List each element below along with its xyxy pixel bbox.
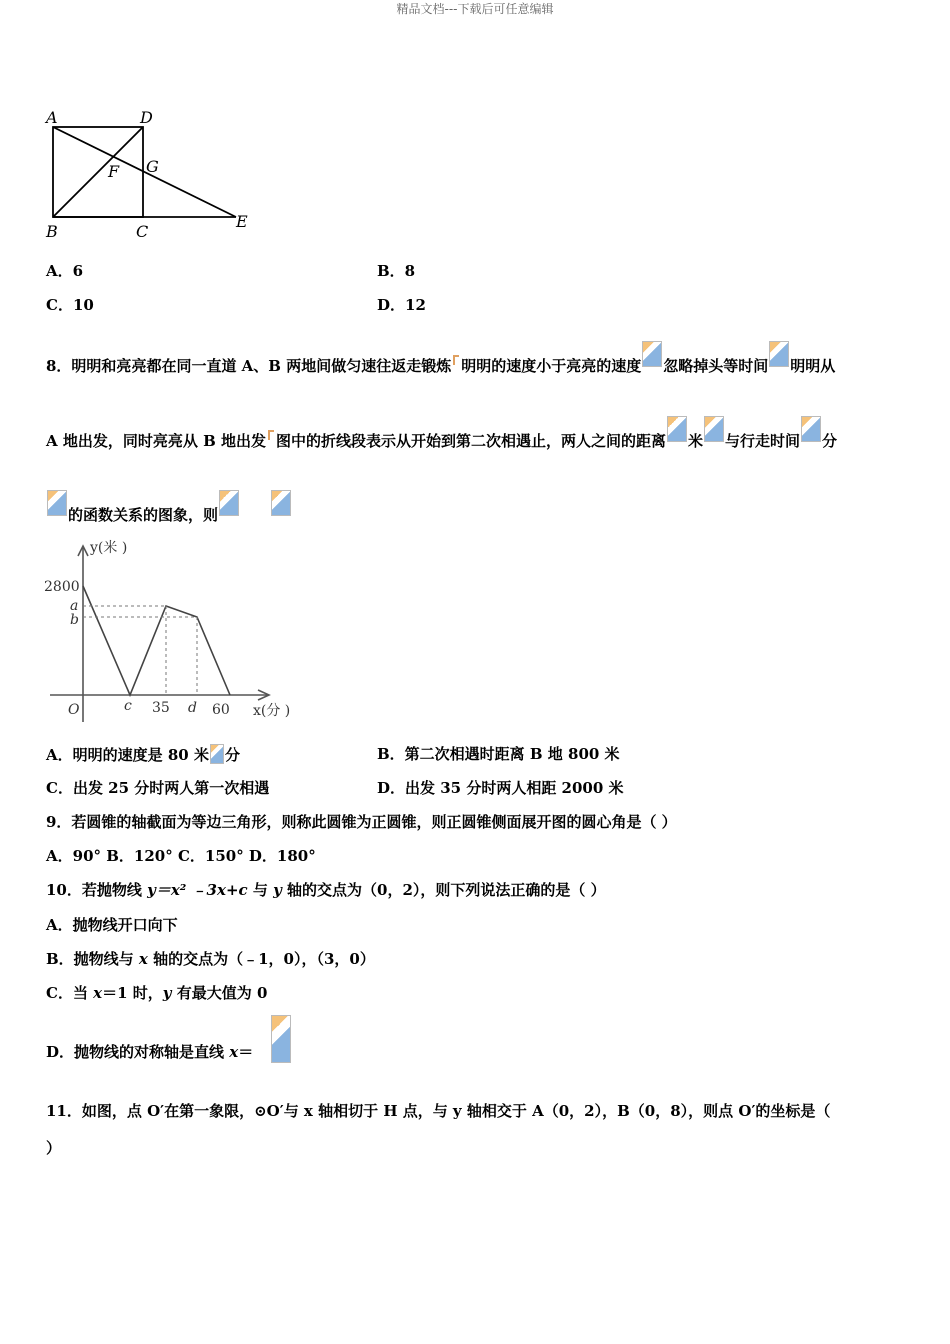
broken-image-icon <box>667 416 687 442</box>
q10-stem-c: 与 <box>247 881 274 899</box>
label-c: C <box>136 222 149 241</box>
tick-d: d <box>188 700 197 716</box>
broken-image-icon <box>271 490 291 516</box>
q8-option-c: C．出发 25 分时两人第一次相遇 <box>46 779 270 797</box>
label-g: G <box>146 157 159 176</box>
tick-a: a <box>70 598 79 614</box>
q10-equation: y＝x² ﹣3x+c <box>147 881 248 899</box>
broken-image-icon <box>642 341 662 367</box>
broken-image-icon <box>268 430 274 440</box>
q10-option-c <box>46 983 267 1003</box>
diagonal-bd <box>53 127 143 217</box>
q8-option-a-text: A．明明的速度是 80 米 <box>46 746 209 764</box>
tick-c: c <box>124 698 132 714</box>
q8-text-2e: 分 <box>822 432 838 450</box>
tick-2800: 2800 <box>44 579 80 595</box>
page-header: 精品文档---下载后可任意编辑 <box>396 2 554 16</box>
q8-text-2d: 与行走时间 <box>725 432 801 450</box>
q10-b-x: x <box>138 950 148 968</box>
q8-text-1d: 明明从 <box>790 357 836 375</box>
q11-line-1: 11．如图，点 O′在第一象限，⊙O′与 x 轴相切于 H 点，与 y 轴相交于 A（0，2），B（0，8），则点 O′的坐标是（ <box>46 1102 831 1120</box>
q7-option-d: D．12 <box>377 296 426 314</box>
q10-d-x: x <box>229 1043 239 1061</box>
q10-c-x: x <box>93 984 103 1002</box>
q7-option-c: C．10 <box>46 296 94 314</box>
geometry-figure <box>40 105 260 245</box>
q10-option-b <box>46 949 375 969</box>
q10-c-1: C．当 <box>46 984 94 1002</box>
q10-d-3: ＝ <box>238 1043 254 1061</box>
broken-image-icon <box>210 744 224 764</box>
label-f: F <box>108 162 120 181</box>
q7-option-a: A．6 <box>46 262 84 280</box>
tick-35: 35 <box>152 700 170 716</box>
q8-option-a <box>46 744 240 765</box>
x-axis-label: x(分 ) <box>253 703 291 719</box>
label-d: D <box>140 108 153 127</box>
broken-image-icon <box>453 355 459 365</box>
q10-var-y: y <box>273 881 282 899</box>
q10-b-1: B．抛物线与 <box>46 950 139 968</box>
broken-image-icon <box>219 490 239 516</box>
q8-line-3 <box>46 490 292 525</box>
q8-text-2c: 米 <box>688 432 704 450</box>
tick-60: 60 <box>212 702 230 718</box>
line-ae <box>53 127 236 217</box>
broken-image-icon <box>704 416 724 442</box>
q9-options: A．90° B．120° C．150° D．180° <box>46 847 316 865</box>
broken-image-icon <box>271 1015 291 1063</box>
q8-text-1a: 8．明明和亮亮都在同一直道 A、B 两地间做匀速往返走锻炼 <box>46 357 452 375</box>
q8-text-2a: A 地出发，同时亮亮从 B 地出发 <box>46 432 266 450</box>
q10-stem-e: 轴的交点为（0，2），则下列说法正确的是（ ） <box>281 881 606 899</box>
distance-time-graph <box>40 534 305 730</box>
q10-stem <box>46 880 606 900</box>
q10-stem-a: 10．若抛物线 <box>46 881 148 899</box>
q8-option-b: B．第二次相遇时距离 B 地 800 米 <box>377 745 620 763</box>
q10-option-d <box>46 1042 253 1062</box>
y-axis-label: y(米 ) <box>90 540 128 556</box>
q8-option-d: D．出发 35 分时两人相距 2000 米 <box>377 779 624 797</box>
q10-d-1: D．抛物线的对称轴是直线 <box>46 1043 230 1061</box>
label-a: A <box>46 108 58 127</box>
q10-option-a: A．抛物线开口向下 <box>46 916 178 934</box>
q10-b-3: 轴的交点为（﹣1，0），（3，0） <box>147 950 375 968</box>
broken-image-icon <box>47 490 67 516</box>
distance-polyline <box>83 586 230 695</box>
q10-c-3: ＝1 时， <box>102 984 163 1002</box>
label-b: B <box>46 222 58 241</box>
q11-line-2: ） <box>46 1139 62 1157</box>
q9-stem: 9．若圆锥的轴截面为等边三角形，则称此圆锥为正圆锥，则正圆锥侧面展开图的圆心角是（ ） <box>46 813 677 831</box>
q8-line-2 <box>46 416 837 451</box>
q10-c-5: 有最大值为 0 <box>171 984 268 1002</box>
q10-c-y: y <box>162 984 172 1002</box>
tick-b: b <box>70 612 79 628</box>
broken-image-icon <box>801 416 821 442</box>
origin-label: O <box>68 702 80 718</box>
broken-image-icon <box>769 341 789 367</box>
q8-text-2b: 图中的折线段表示从开始到第二次相遇止，两人之间的距离 <box>275 432 666 450</box>
q8-line-1 <box>46 341 835 376</box>
label-e: E <box>236 212 248 231</box>
q7-option-b: B．8 <box>377 262 416 280</box>
q8-text-1c: 忽略掉头等时间 <box>663 357 769 375</box>
q8-option-a-unit: 分 <box>224 746 240 764</box>
q8-text-1b: 明明的速度小于亮亮的速度 <box>461 357 642 375</box>
q8-text-3a: 的函数关系的图象，则 <box>68 506 219 524</box>
